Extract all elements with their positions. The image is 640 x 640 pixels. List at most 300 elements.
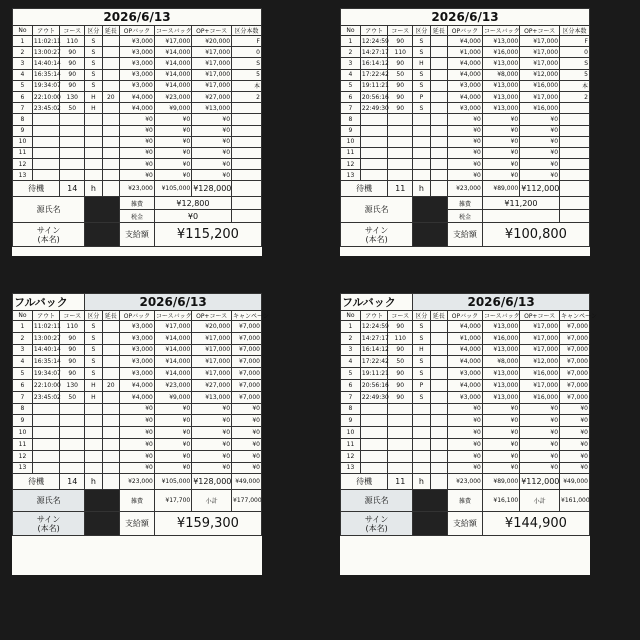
total-course: ¥89,000	[482, 181, 519, 197]
table-cell: ¥23,000	[154, 379, 191, 391]
table-cell: ¥20,000	[192, 321, 232, 333]
sign-redacted	[413, 223, 448, 247]
wait-unit: h	[413, 474, 430, 490]
table-cell: P	[413, 379, 430, 391]
table-cell	[102, 58, 119, 69]
table-cell	[102, 69, 119, 80]
table-row	[13, 36, 262, 47]
table-cell	[102, 368, 119, 380]
table-cell: ¥13,000	[482, 103, 519, 114]
name-label: 源氏名	[13, 490, 85, 512]
column-header: コース	[388, 26, 413, 36]
table-cell: 19:34:07	[32, 80, 59, 91]
table-cell	[60, 438, 85, 450]
table-cell: ¥0	[520, 159, 560, 170]
table-cell: ¥0	[448, 170, 483, 181]
table-cell: ¥17,000	[520, 36, 560, 47]
table-cell: 3	[341, 344, 361, 356]
table-cell	[102, 36, 119, 47]
table-cell: S	[413, 332, 430, 344]
total-op: ¥23,000	[448, 181, 483, 197]
table-cell	[60, 159, 85, 170]
pay-label: 支給額	[120, 512, 155, 536]
table-cell	[102, 332, 119, 344]
table-row	[13, 103, 262, 114]
table-cell: ¥4,000	[448, 91, 483, 102]
table-cell: S	[85, 332, 102, 344]
table-cell	[430, 415, 447, 427]
table-cell: ¥0	[120, 125, 155, 136]
sign-label: サイン (本名)	[13, 223, 85, 247]
sheet-date: 2026/6/13	[85, 294, 262, 311]
table-cell: 13	[341, 462, 361, 474]
payslip-table	[340, 8, 590, 247]
table-cell: 10	[13, 427, 33, 439]
table-row	[13, 403, 262, 415]
table-cell: 14:40:14	[32, 58, 59, 69]
table-cell: 90	[60, 80, 85, 91]
table-cell: H	[85, 391, 102, 403]
table-cell: ¥0	[192, 427, 232, 439]
table-cell	[430, 47, 447, 58]
table-cell: ¥17,000	[520, 321, 560, 333]
table-cell: 12	[341, 450, 361, 462]
table-cell: 11	[341, 147, 361, 158]
table-cell: 90	[60, 47, 85, 58]
table-cell: 19:11:21	[360, 80, 387, 91]
table-row	[341, 170, 590, 181]
table-cell: ¥1,000	[448, 332, 483, 344]
table-cell: ¥4,000	[448, 379, 483, 391]
table-cell: ¥20,000	[192, 36, 232, 47]
expense-label: 雑費	[448, 197, 483, 210]
table-cell: 130	[60, 379, 85, 391]
table-cell	[102, 80, 119, 91]
column-header: OPバック	[120, 26, 155, 36]
table-cell: ¥14,000	[154, 344, 191, 356]
table-cell: ¥13,000	[482, 321, 519, 333]
table-cell: 5	[13, 80, 33, 91]
table-cell: 7	[341, 391, 361, 403]
table-row	[341, 103, 590, 114]
table-cell	[102, 427, 119, 439]
total-course: ¥105,000	[154, 474, 191, 490]
table-cell: ¥7,000	[232, 391, 262, 403]
table-cell: ¥9,000	[154, 103, 191, 114]
table-row	[13, 344, 262, 356]
table-cell	[85, 125, 102, 136]
table-cell: ¥3,000	[120, 36, 155, 47]
table-cell	[102, 462, 119, 474]
table-cell: 20:56:16	[360, 379, 387, 391]
table-cell: ¥17,000	[192, 332, 232, 344]
table-cell: 90	[60, 58, 85, 69]
table-cell	[360, 403, 387, 415]
table-cell	[32, 438, 59, 450]
table-cell: 9	[341, 415, 361, 427]
table-cell	[430, 368, 447, 380]
table-row	[341, 147, 590, 158]
table-cell	[60, 170, 85, 181]
column-header: OPバック	[120, 311, 155, 321]
table-cell: ¥0	[232, 450, 262, 462]
table-cell	[232, 114, 262, 125]
wait-unit: h	[413, 181, 430, 197]
table-cell: ¥0	[154, 438, 191, 450]
table-cell: S	[413, 368, 430, 380]
table-cell: ¥7,000	[232, 321, 262, 333]
table-cell: 23:45:02	[32, 103, 59, 114]
total-sum: ¥112,000	[520, 181, 560, 197]
column-header: コース	[60, 26, 85, 36]
table-cell: 16:35:14	[32, 356, 59, 368]
table-cell	[32, 450, 59, 462]
table-cell: S	[413, 391, 430, 403]
table-cell	[413, 136, 430, 147]
subtotal-value: ¥161,000	[560, 490, 590, 512]
table-cell: 90	[60, 356, 85, 368]
table-row	[341, 403, 590, 415]
table-cell: ¥7,000	[560, 356, 590, 368]
table-cell	[388, 136, 413, 147]
table-cell: ¥13,000	[482, 91, 519, 102]
name-label: 源氏名	[341, 490, 413, 512]
table-cell: ¥0	[448, 415, 483, 427]
table-cell: 1	[13, 36, 33, 47]
table-cell: 4	[341, 69, 361, 80]
table-cell: ¥27,000	[192, 91, 232, 102]
table-cell: ¥4,000	[448, 58, 483, 69]
payslip-sheet-bottom-left	[12, 293, 269, 575]
table-cell: 7	[13, 391, 33, 403]
table-cell: 11	[13, 147, 33, 158]
wait-label: 待機	[13, 474, 60, 490]
table-cell: ¥0	[448, 136, 483, 147]
table-cell	[388, 159, 413, 170]
wait-value: 11	[388, 474, 413, 490]
total-course: ¥89,000	[482, 474, 519, 490]
table-cell: ¥0	[520, 147, 560, 158]
total-course: ¥105,000	[154, 181, 191, 197]
table-cell	[560, 170, 590, 181]
tax-value	[482, 210, 559, 223]
table-cell: 16:14:12	[360, 344, 387, 356]
sheet-date: 2026/6/13	[413, 294, 590, 311]
table-cell: ¥0	[192, 403, 232, 415]
table-cell: 17:22:42	[360, 356, 387, 368]
wait-value: 14	[60, 474, 85, 490]
table-cell: 5	[560, 69, 590, 80]
table-cell: ¥0	[448, 125, 483, 136]
table-cell: ¥0	[120, 450, 155, 462]
table-cell	[388, 403, 413, 415]
table-row	[341, 332, 590, 344]
table-cell: 90	[388, 103, 413, 114]
table-cell: ¥17,000	[192, 47, 232, 58]
table-cell: ¥0	[120, 114, 155, 125]
wait-unit: h	[85, 181, 102, 197]
table-cell	[413, 147, 430, 158]
name-redacted	[85, 490, 120, 512]
table-cell: ¥0	[120, 159, 155, 170]
table-cell: ¥7,000	[560, 391, 590, 403]
table-cell: ¥0	[192, 450, 232, 462]
table-row	[341, 80, 590, 91]
table-cell	[85, 114, 102, 125]
table-cell	[430, 36, 447, 47]
column-header: コースバック	[482, 311, 519, 321]
table-cell: ¥13,000	[192, 391, 232, 403]
table-cell: 13:00:27	[32, 47, 59, 58]
table-cell: ¥0	[232, 438, 262, 450]
table-cell	[102, 391, 119, 403]
table-cell: H	[413, 58, 430, 69]
table-row	[13, 438, 262, 450]
table-cell	[232, 136, 262, 147]
table-cell	[102, 321, 119, 333]
sign-redacted	[85, 223, 120, 247]
table-cell	[430, 136, 447, 147]
table-cell	[102, 450, 119, 462]
sheet-header-label: フルバック	[13, 294, 85, 311]
table-cell: S	[232, 58, 262, 69]
table-row	[13, 332, 262, 344]
table-cell	[102, 344, 119, 356]
table-cell: ¥4,000	[120, 91, 155, 102]
table-cell: ¥17,000	[520, 47, 560, 58]
table-cell: 13	[341, 170, 361, 181]
wait-label: 待機	[341, 181, 388, 197]
sign-label: サイン (本名)	[13, 512, 85, 536]
table-cell: ¥3,000	[120, 69, 155, 80]
pay-value: ¥159,300	[154, 512, 261, 536]
wait-label: 待機	[341, 474, 388, 490]
table-cell: 7	[341, 103, 361, 114]
table-cell: ¥0	[448, 462, 483, 474]
table-cell: 17:22:42	[360, 69, 387, 80]
table-cell: 14:27:17	[360, 332, 387, 344]
table-cell: ¥4,000	[448, 36, 483, 47]
tax-label: 税金	[448, 210, 483, 223]
table-cell: ¥4,000	[448, 356, 483, 368]
table-cell: S	[85, 368, 102, 380]
table-cell: ¥0	[154, 114, 191, 125]
table-cell: 110	[60, 321, 85, 333]
table-cell	[32, 170, 59, 181]
table-cell: ¥4,000	[120, 391, 155, 403]
column-header: No	[13, 311, 33, 321]
tax-label: 税金	[120, 210, 155, 223]
table-cell: 20	[102, 91, 119, 102]
table-cell: 50	[388, 69, 413, 80]
pay-value: ¥100,800	[482, 223, 589, 247]
table-cell: 90	[388, 379, 413, 391]
table-row	[341, 356, 590, 368]
table-cell: ¥0	[560, 450, 590, 462]
table-cell: ¥0	[120, 136, 155, 147]
table-cell: ¥0	[154, 450, 191, 462]
pay-value: ¥115,200	[154, 223, 261, 247]
table-cell	[60, 147, 85, 158]
table-cell: ¥7,000	[232, 379, 262, 391]
table-row	[341, 427, 590, 439]
table-cell	[60, 450, 85, 462]
table-cell: ¥0	[482, 114, 519, 125]
table-cell: ¥3,000	[120, 58, 155, 69]
table-cell: 90	[388, 36, 413, 47]
table-cell: 2	[560, 91, 590, 102]
table-row	[341, 415, 590, 427]
table-cell	[413, 415, 430, 427]
column-header: OP+コース	[192, 311, 232, 321]
table-cell: 13	[13, 170, 33, 181]
pay-label: 支給額	[120, 223, 155, 247]
table-cell: ¥0	[232, 403, 262, 415]
table-cell	[32, 403, 59, 415]
table-cell: 11:02:11	[32, 321, 59, 333]
table-cell: ¥0	[482, 125, 519, 136]
sheet-date: 2026/6/13	[341, 9, 590, 26]
table-row	[341, 321, 590, 333]
table-cell: 16:14:12	[360, 58, 387, 69]
table-cell: ¥13,000	[482, 391, 519, 403]
table-cell: ¥0	[482, 415, 519, 427]
table-cell: ¥0	[154, 427, 191, 439]
column-header: 延長	[102, 26, 119, 36]
column-header: No	[13, 26, 33, 36]
table-cell: ¥0	[154, 415, 191, 427]
pay-label: 支給額	[448, 223, 483, 247]
column-header: 区分	[413, 311, 430, 321]
subtotal-value: ¥177,000	[232, 490, 262, 512]
table-cell: ¥14,000	[154, 368, 191, 380]
table-row	[13, 379, 262, 391]
table-cell: ¥0	[192, 438, 232, 450]
table-cell: ¥1,000	[448, 47, 483, 58]
table-cell: ¥0	[192, 159, 232, 170]
column-header: 区分本数	[232, 26, 262, 36]
table-cell: 本	[560, 80, 590, 91]
table-cell	[102, 103, 119, 114]
table-cell: ¥0	[482, 427, 519, 439]
table-cell: 12	[341, 159, 361, 170]
table-cell: S	[85, 47, 102, 58]
table-cell: 5	[13, 368, 33, 380]
wait-value: 11	[388, 181, 413, 197]
table-cell: S	[85, 36, 102, 47]
table-row	[341, 379, 590, 391]
table-cell: ¥0	[560, 438, 590, 450]
table-cell	[360, 136, 387, 147]
table-cell: ¥0	[120, 170, 155, 181]
table-cell: ¥0	[482, 170, 519, 181]
table-cell	[413, 125, 430, 136]
table-cell	[430, 379, 447, 391]
table-cell: 4	[341, 356, 361, 368]
table-cell: 90	[60, 344, 85, 356]
table-cell: S	[413, 80, 430, 91]
table-cell	[430, 159, 447, 170]
table-row	[341, 58, 590, 69]
table-cell	[430, 403, 447, 415]
table-cell	[60, 125, 85, 136]
column-header: コースバック	[482, 26, 519, 36]
table-cell: 2	[13, 47, 33, 58]
table-cell: 12:24:59	[360, 36, 387, 47]
table-cell: ¥0	[520, 462, 560, 474]
table-cell: ¥0	[448, 438, 483, 450]
table-cell: ¥3,000	[448, 80, 483, 91]
table-cell	[102, 415, 119, 427]
table-cell: ¥14,000	[154, 69, 191, 80]
table-cell: 9	[13, 415, 33, 427]
table-cell: ¥0	[192, 415, 232, 427]
table-cell: 6	[13, 379, 33, 391]
column-header: OP+コース	[520, 311, 560, 321]
table-cell	[85, 427, 102, 439]
table-row	[13, 47, 262, 58]
table-row	[13, 69, 262, 80]
column-header: キャンペーン	[560, 311, 590, 321]
table-cell: 2	[232, 91, 262, 102]
table-cell: ¥0	[520, 403, 560, 415]
column-header: キャンペーン	[232, 311, 262, 321]
table-cell	[85, 450, 102, 462]
table-cell	[388, 114, 413, 125]
expense-value: ¥11,200	[482, 197, 559, 210]
total-campaign: ¥49,000	[232, 474, 262, 490]
table-cell	[360, 427, 387, 439]
table-cell	[560, 103, 590, 114]
table-cell: S	[413, 321, 430, 333]
expense-value: ¥16,100	[482, 490, 519, 512]
column-header: コースバック	[154, 311, 191, 321]
table-cell	[85, 415, 102, 427]
payslip-table	[12, 293, 269, 536]
sign-label: サイン (本名)	[341, 223, 413, 247]
table-row	[13, 114, 262, 125]
table-cell: 20:56:16	[360, 91, 387, 102]
table-cell: ¥14,000	[154, 80, 191, 91]
table-cell: 1	[341, 321, 361, 333]
table-cell	[102, 125, 119, 136]
table-cell	[102, 114, 119, 125]
table-cell: ¥0	[560, 427, 590, 439]
table-cell	[102, 47, 119, 58]
table-row	[341, 69, 590, 80]
table-cell: ¥17,000	[192, 344, 232, 356]
table-cell	[60, 415, 85, 427]
table-cell: 3	[341, 58, 361, 69]
table-cell	[360, 159, 387, 170]
table-cell: ¥0	[482, 136, 519, 147]
table-cell: ¥13,000	[482, 379, 519, 391]
table-row	[13, 91, 262, 102]
total-op: ¥23,000	[448, 474, 483, 490]
table-cell: ¥13,000	[482, 80, 519, 91]
table-cell: ¥0	[154, 159, 191, 170]
table-cell: 12:24:59	[360, 321, 387, 333]
payslip-sheet-bottom-right	[340, 293, 597, 575]
table-cell: 3	[13, 58, 33, 69]
table-cell: 4	[13, 356, 33, 368]
table-row	[13, 391, 262, 403]
name-label: 源氏名	[341, 197, 413, 223]
column-header: 延長	[102, 311, 119, 321]
table-cell	[430, 58, 447, 69]
name-label: 源氏名	[13, 197, 85, 223]
table-cell	[360, 125, 387, 136]
